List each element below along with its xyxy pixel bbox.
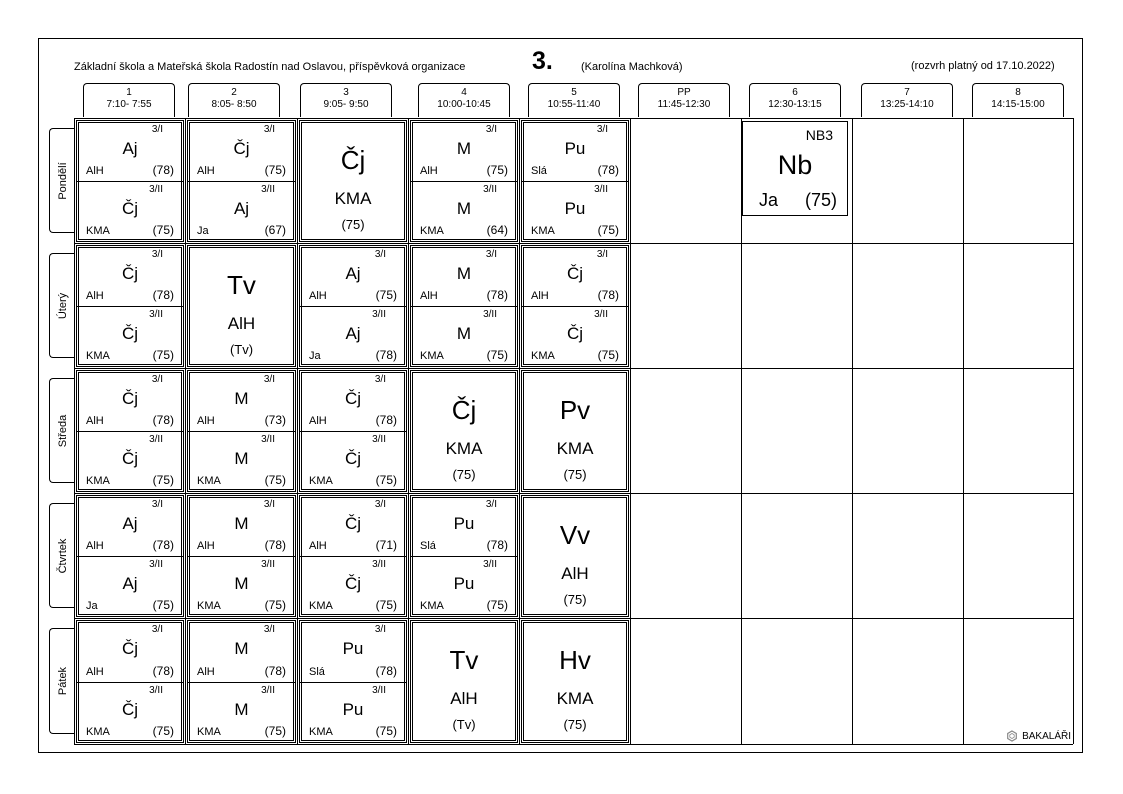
school-name: Základní škola a Mateřská škola Radostín nad Oslavou, příspěvková organizace [74,61,466,73]
lesson-teacher: KMA [197,475,221,487]
lesson-subject: Čj [344,449,362,468]
lesson-group-half [300,556,406,616]
lesson-group: 3/II [594,184,608,195]
bakalari-logo-icon [1006,730,1018,742]
lesson-group-half [522,246,628,307]
lesson-group: 3/II [483,184,497,195]
period-time: 11:45-12:30 [657,99,711,110]
grid-line [74,368,1073,369]
lesson-teacher: KMA [531,350,555,362]
period-time: 13:25-14:10 [880,99,934,110]
lesson-group-half [188,181,295,241]
lesson-group-half [300,682,406,743]
day-tab [49,128,75,233]
lesson-group: 3/I [374,249,386,260]
lesson-room: (78) [486,288,508,302]
period-header [972,83,1064,117]
lesson-group-half [77,246,183,307]
lesson-subject: Čj [233,139,250,158]
lesson-cell-full [521,370,629,492]
lesson-group-half [188,621,295,683]
lesson-cell-split [187,620,296,743]
lesson-group: 3/I [151,249,163,260]
lesson-group-half [77,181,183,241]
day-tab [49,378,75,483]
lesson-room: (78) [152,663,174,678]
lesson-subject: Čj [566,264,584,283]
lesson-group: 3/I [263,624,275,635]
lesson-group-half [411,121,517,182]
lesson-subject: M [456,199,472,218]
lesson-subject: Pv [559,395,591,425]
lesson-cell-split [299,370,407,492]
lesson-cell-split [76,245,184,367]
lesson-subject: Aj [345,324,361,343]
lesson-room: (78) [152,538,174,552]
lesson-group-half [300,431,406,491]
period-header [861,83,953,117]
lesson-teacher: AlH [86,165,104,177]
grid-line [74,618,1073,619]
lesson-subject: Aj [345,264,361,283]
day-name: Pondělí [56,161,69,200]
lesson-group: 3/II [594,309,608,320]
lesson-teacher: AlH [86,540,104,552]
lesson-subject: Pu [453,574,475,593]
lesson-subject: M [456,139,472,158]
lesson-subject: Pu [342,699,364,719]
grid-line [1073,118,1074,744]
lesson-cell-split [299,620,407,743]
lesson-room: (78) [152,413,174,427]
lesson-teacher: KMA [86,475,110,487]
day-name: Čtvrtek [56,538,69,573]
lesson-subject: M [234,389,249,408]
lesson-group-half [77,496,183,557]
lesson-group: 3/I [485,249,497,260]
grid-line [297,118,298,744]
lesson-teacher: AlH [450,689,478,708]
lesson-subject: Čj [344,514,362,533]
lesson-teacher: AlH [561,564,589,583]
lesson-room: (78) [152,163,174,177]
lesson-teacher: KMA [309,475,333,487]
lesson-teacher: AlH [420,290,438,302]
lesson-teacher: AlH [309,290,327,302]
class-teacher: (Karolína Machková) [581,61,683,73]
lesson-cell-full [187,245,296,367]
lesson-group-half [188,121,295,182]
lesson-room: (78) [597,163,619,177]
lesson-teacher: Slá [309,665,325,678]
lesson-room: (78) [375,348,397,362]
lesson-card-nb [742,121,848,216]
grid-line [519,118,520,744]
period-time: 8:05- 8:50 [211,99,257,110]
lesson-subject: Tv [227,270,256,300]
lesson-room: (75) [563,717,587,732]
lesson-teacher: KMA [556,689,594,708]
lesson-teacher: KMA [420,600,444,612]
lesson-group-half [300,306,406,366]
lesson-subject: Čj [121,449,139,468]
lesson-room: (67) [264,223,286,237]
grid-line [74,118,1073,119]
lesson-room: (78) [375,663,397,678]
lesson-group: 3/II [261,434,275,445]
lesson-group: 3/II [483,309,497,320]
lesson-group: 3/II [149,434,163,445]
lesson-group: 3/I [263,499,275,510]
lesson-room: (75) [597,348,619,362]
lesson-room: (75) [152,473,174,487]
lesson-subject: Aj [122,574,138,593]
lesson-subject: Čj [344,574,362,593]
lesson-group: 3/II [261,184,275,195]
lesson-subject: M [234,514,249,533]
day-name: Středa [56,414,69,447]
lesson-cell-split [299,245,407,367]
day-name: Pátek [56,666,69,696]
lesson-room: (75) [452,467,476,482]
lesson-subject: Čj [121,324,139,343]
period-header [300,83,392,117]
lesson-teacher: Ja [86,600,98,612]
period-header [528,83,620,117]
lesson-subject: Hv [559,645,591,675]
lesson-teacher: AlH [227,314,256,333]
lesson-group: 3/II [372,434,386,445]
lesson-subject: Čj [451,395,477,425]
lesson-group-half [522,121,628,182]
period-time: 12:30-13:15 [768,99,822,110]
lesson-room: (78) [264,538,286,552]
lesson-group: 3/II [149,184,163,195]
lesson-subject: Pu [564,199,586,218]
lesson-room: (75) [597,223,619,237]
lesson-cell-split [76,620,184,743]
lesson-group: 3/II [372,559,386,570]
lesson-subject: Aj [122,139,138,158]
period-number: 4 [461,87,467,98]
lesson-group-half [77,621,183,683]
lesson-group: 3/II [149,309,163,320]
period-header [83,83,175,117]
period-number: 5 [571,87,577,98]
lesson-cell-full [410,620,518,743]
lesson-room: (78) [486,538,508,552]
lesson-teacher: Slá [420,540,436,552]
lesson-teacher: AlH [86,290,104,302]
lesson-group: NB3 [805,127,833,143]
lesson-subject: Pu [564,139,586,158]
lesson-room: (78) [152,288,174,302]
lesson-room: (Tv) [452,717,476,732]
lesson-room: (75) [375,598,397,612]
lesson-cell-split [187,370,296,492]
lesson-cell-split [410,120,518,242]
lesson-group: 3/I [263,374,275,385]
lesson-subject: M [234,574,249,593]
lesson-teacher: AlH [420,165,438,177]
lesson-room: (75) [486,163,508,177]
lesson-cell-split [187,120,296,242]
lesson-teacher: KMA [86,225,110,237]
lesson-cell-split [299,495,407,617]
lesson-room: (64) [486,223,508,237]
period-time: 7:10- 7:55 [106,99,152,110]
lesson-group: 3/II [149,684,163,696]
lesson-cell-split [521,245,629,367]
lesson-subject: Čj [121,389,139,408]
lesson-room: (75) [563,467,587,482]
lesson-teacher: KMA [86,350,110,362]
grid-line [852,118,853,744]
lesson-group-half [188,496,295,557]
lesson-group: 3/I [151,624,163,635]
lesson-cell-full [521,620,629,743]
lesson-teacher: Ja [197,225,209,237]
lesson-group-half [411,556,517,616]
lesson-room: (75) [375,288,397,302]
lesson-room: (75) [152,598,174,612]
period-number: 8 [1015,87,1021,98]
lesson-group-half [300,496,406,557]
lesson-teacher: Ja [759,190,779,210]
lesson-room: (75) [264,473,286,487]
lesson-cell-split [187,495,296,617]
lesson-subject: Čj [340,145,366,175]
lesson-group: 3/II [149,559,163,570]
period-number: 7 [904,87,910,98]
lesson-group: 3/I [151,499,163,510]
lesson-cell-full [521,495,629,617]
lesson-teacher: KMA [309,600,333,612]
lesson-group: 3/I [263,124,275,135]
lesson-teacher: KMA [197,726,221,738]
brand-footer [1006,730,1071,742]
lesson-room: (75) [563,592,587,607]
lesson-teacher: Slá [531,165,547,177]
lesson-teacher: AlH [531,290,549,302]
period-time: 10:55-11:40 [547,99,601,110]
lesson-group: 3/I [485,124,497,135]
lesson-teacher: AlH [86,415,104,427]
lesson-group-half [411,496,517,557]
lesson-subject: Aj [233,199,250,218]
grid-line [963,118,964,744]
period-time: 9:05- 9:50 [323,99,369,110]
lesson-group-half [188,371,295,432]
lesson-room: (75) [486,598,508,612]
lesson-group: 3/I [374,499,386,510]
lesson-group: 3/I [485,499,497,510]
lesson-room: (75) [264,724,286,738]
lesson-group-half [300,371,406,432]
lesson-group-half [188,682,295,743]
lesson-subject: M [234,699,249,719]
lesson-group-half [77,682,183,743]
lesson-teacher: AlH [197,665,215,678]
lesson-room: (75) [375,724,397,738]
lesson-room: (78) [375,413,397,427]
lesson-cell-full [410,370,518,492]
lesson-subject: Tv [449,645,479,675]
grid-line [74,493,1073,494]
lesson-subject: Čj [344,389,362,408]
lesson-teacher: KMA [334,189,372,208]
lesson-subject: Čj [566,324,584,343]
grid-line [74,744,1073,745]
period-header [638,83,730,117]
lesson-group: 3/II [483,559,497,570]
lesson-group: 3/II [372,309,386,320]
period-header [188,83,280,117]
lesson-subject: Vv [559,520,591,550]
lesson-cell-full [299,120,407,242]
day-tab [49,503,75,608]
day-tab [49,628,75,734]
period-number: 6 [792,87,798,98]
lesson-room: (78) [264,663,286,678]
lesson-teacher: AlH [197,415,215,427]
period-time: 10:00-10:45 [437,99,491,110]
lesson-group-half [188,431,295,491]
lesson-teacher: AlH [309,415,327,427]
lesson-subject: Pu [453,514,475,533]
lesson-teacher: AlH [197,165,215,177]
lesson-room: (75) [152,724,174,738]
lesson-group-half [77,556,183,616]
lesson-teacher: KMA [420,350,444,362]
lesson-teacher: AlH [309,540,327,552]
period-number: 3 [343,87,349,98]
lesson-subject: Čj [121,639,139,658]
validity-date: (rozvrh platný od 17.10.2022) [911,60,1055,72]
lesson-subject: Čj [121,199,139,218]
lesson-group: 3/I [374,624,386,635]
lesson-room: (75) [264,163,286,177]
lesson-teacher: Ja [309,350,321,362]
lesson-group: 3/II [261,684,275,696]
lesson-teacher: KMA [309,726,333,738]
period-header [418,83,510,117]
lesson-group: 3/I [374,374,386,385]
lesson-group-half [300,246,406,307]
lesson-room: (71) [375,538,397,552]
lesson-group-half [77,121,183,182]
lesson-teacher: KMA [556,439,594,458]
lesson-cell-split [76,495,184,617]
lesson-subject: M [234,639,249,658]
lesson-subject: Čj [121,699,139,719]
grid-line [74,243,1073,244]
lesson-subject: Pu [342,639,364,658]
lesson-room: (75) [341,217,365,232]
lesson-group: 3/I [596,124,608,135]
lesson-cell-split [76,370,184,492]
period-number: 2 [231,87,237,98]
lesson-cell-split [76,120,184,242]
lesson-group-half [77,371,183,432]
lesson-room: (78) [597,288,619,302]
grid-line [74,118,75,744]
lesson-subject: M [234,449,249,468]
lesson-group-half [77,431,183,491]
lesson-group: 3/I [596,249,608,260]
lesson-teacher: AlH [86,665,104,678]
lesson-room: (75) [375,473,397,487]
lesson-room: (73) [264,413,286,427]
lesson-teacher: KMA [531,225,555,237]
lesson-subject: M [456,324,472,343]
lesson-subject: Nb [777,150,813,180]
grid-line [630,118,631,744]
lesson-group-half [411,306,517,366]
lesson-room: (Tv) [229,342,254,357]
lesson-group: 3/I [151,124,163,135]
lesson-group-half [77,306,183,366]
lesson-group-half [522,306,628,366]
class-name: 3. [532,47,553,75]
period-time: 14:15-15:00 [991,99,1045,110]
lesson-subject: M [456,264,472,283]
period-number: 1 [126,87,132,98]
lesson-group-half [522,181,628,241]
lesson-room: (75) [804,190,837,210]
period-header [749,83,841,117]
lesson-subject: Čj [121,264,139,283]
grid-line [408,118,409,744]
lesson-cell-split [410,245,518,367]
day-tab [49,253,75,358]
lesson-room: (75) [152,223,174,237]
lesson-group: 3/II [372,684,386,696]
lesson-group-half [411,181,517,241]
lesson-group: 3/I [151,374,163,385]
lesson-teacher: AlH [197,540,215,552]
lesson-group-half [411,246,517,307]
lesson-teacher: KMA [86,726,110,738]
lesson-teacher: KMA [197,600,221,612]
grid-line [185,118,186,744]
lesson-teacher: KMA [445,439,483,458]
lesson-room: (75) [152,348,174,362]
lesson-room: (75) [264,598,286,612]
day-name: Úterý [56,292,69,319]
lesson-group-half [188,556,295,616]
brand-label: BAKALÁŘI [1022,730,1071,742]
lesson-subject: Aj [122,514,138,533]
lesson-cell-split [521,120,629,242]
lesson-group-half [300,621,406,683]
lesson-cell-split [410,495,518,617]
period-number: PP [677,87,691,98]
lesson-room: (75) [486,348,508,362]
lesson-group: 3/II [261,559,275,570]
lesson-teacher: KMA [420,225,444,237]
